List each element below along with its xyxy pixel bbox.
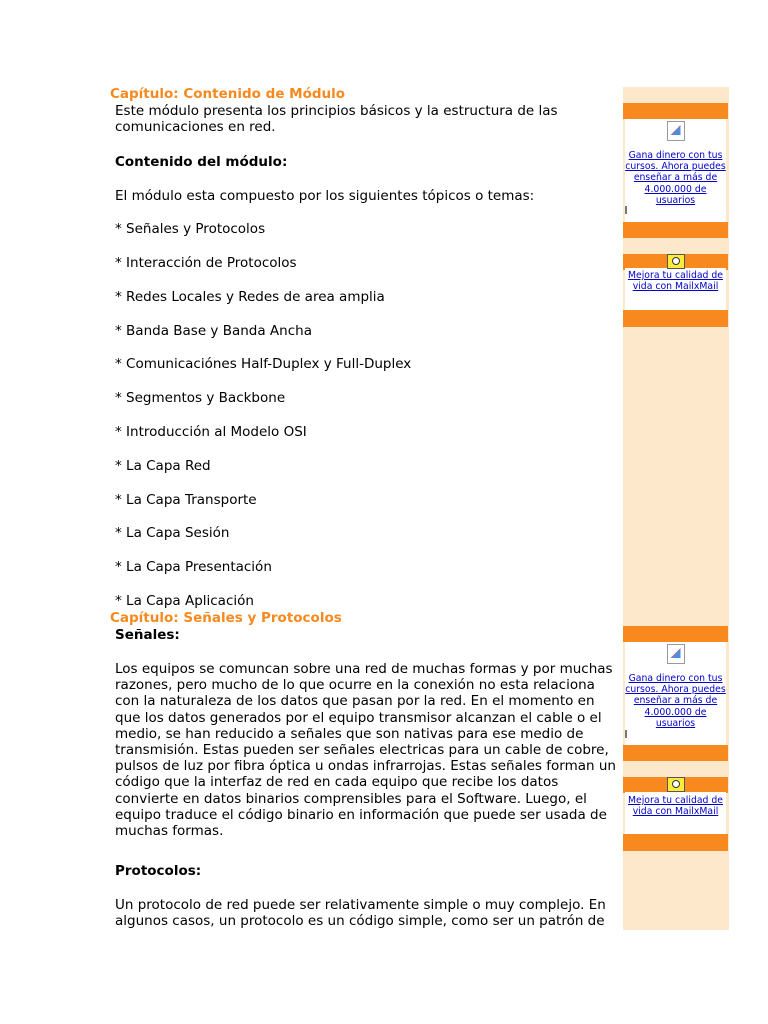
image-placeholder-icon [667,121,685,141]
list-item: * Banda Base y Banda Ancha [115,323,312,339]
chapter-title-contenido: Capítulo: Contenido de Módulo [110,86,346,102]
intro-paragraph [115,103,620,135]
sidebar-bar [623,103,728,119]
ad-link-courses[interactable]: Gana dinero con tus cursos. Ahora puedes enseñar a más de 4.000.000 de usuarios [625,150,726,206]
sidebar-bar [623,745,728,761]
ad-box-mailxmail [625,268,726,310]
protocolos-text: Un protocolo de red puede ser relativamente simple o muy complejo. En algunos casos, un protocolo es un código simple, como ser un patrón de [115,897,606,930]
list-item: * La Capa Presentación [115,559,272,575]
ad-link-courses[interactable]: Gana dinero con tus cursos. Ahora puedes enseñar a más de 4.000.000 de usuarios [625,673,726,729]
list-item: * Segmentos y Backbone [115,390,286,406]
sidebar-bar [623,626,728,642]
image-placeholder-icon [667,644,685,664]
ad-box-mailxmail [625,792,726,834]
sidebar-bar [623,222,728,238]
senales-paragraph [115,661,620,839]
list-item: * La Capa Aplicación [115,593,254,609]
sidebar-bar [623,310,728,327]
mail-icon [667,777,685,792]
list-item: * Interacción de Protocolos [115,255,297,271]
ad-link-mailxmail[interactable]: Mejora tu calidad de vida con MailxMail [627,270,724,293]
list-item: * La Capa Red [115,458,211,474]
intro-text: Este módulo presenta los principios básicos y la estructura de las comunicaciones en red. [115,103,558,136]
list-item: * La Capa Transporte [115,492,257,508]
list-item: * Redes Locales y Redes de area amplia [115,289,385,305]
protocolos-paragraph [115,897,620,929]
ad-box-courses [625,642,726,745]
ad-box-courses [625,119,726,222]
list-item: * La Capa Sesión [115,525,230,541]
chapter-title-senales: Capítulo: Señales y Protocolos [110,610,342,626]
mail-icon [667,254,685,269]
list-item: * Introducción al Modelo OSI [115,424,307,440]
ad-link-mailxmail[interactable]: Mejora tu calidad de vida con MailxMail [627,795,724,818]
topics-lead: El módulo esta compuesto por los siguientes tópicos o temas: [115,188,535,204]
ad-marker [625,730,627,738]
ad-marker [625,206,627,214]
list-item: * Comunicaciónes Half-Duplex y Full-Duplex [115,356,412,372]
subtitle-contenido-modulo: Contenido del módulo: [115,154,288,170]
sidebar-bar [623,834,728,851]
list-item: * Señales y Protocolos [115,221,266,237]
senales-text: Los equipos se comuncan sobre una red de muchas formas y por muchas razones, pero mucho de lo que ocurre en la conexión no esta relaciona con la naturaleza de los datos que pasan por la red. En el momento en que los datos generados por el equipo transmisor alcanzan el cable o el medio, se han reducido a señales que son nativas para ese medio de transmisión. Estas pueden ser señales electricas para un cable de cobre, pulsos de luz por fibra óptica u ondas infrarrojas. Estas señales forman un código que la interfaz de red en cada equipo que recibe los datos convierte en datos binarios comprensibles para el Software. Luego, el equipo traduce el código binario en información que puede ser usada de muchas formas. [115,661,616,840]
subtitle-protocolos: Protocolos: [115,863,202,879]
subtitle-senales: Señales: [115,627,180,643]
